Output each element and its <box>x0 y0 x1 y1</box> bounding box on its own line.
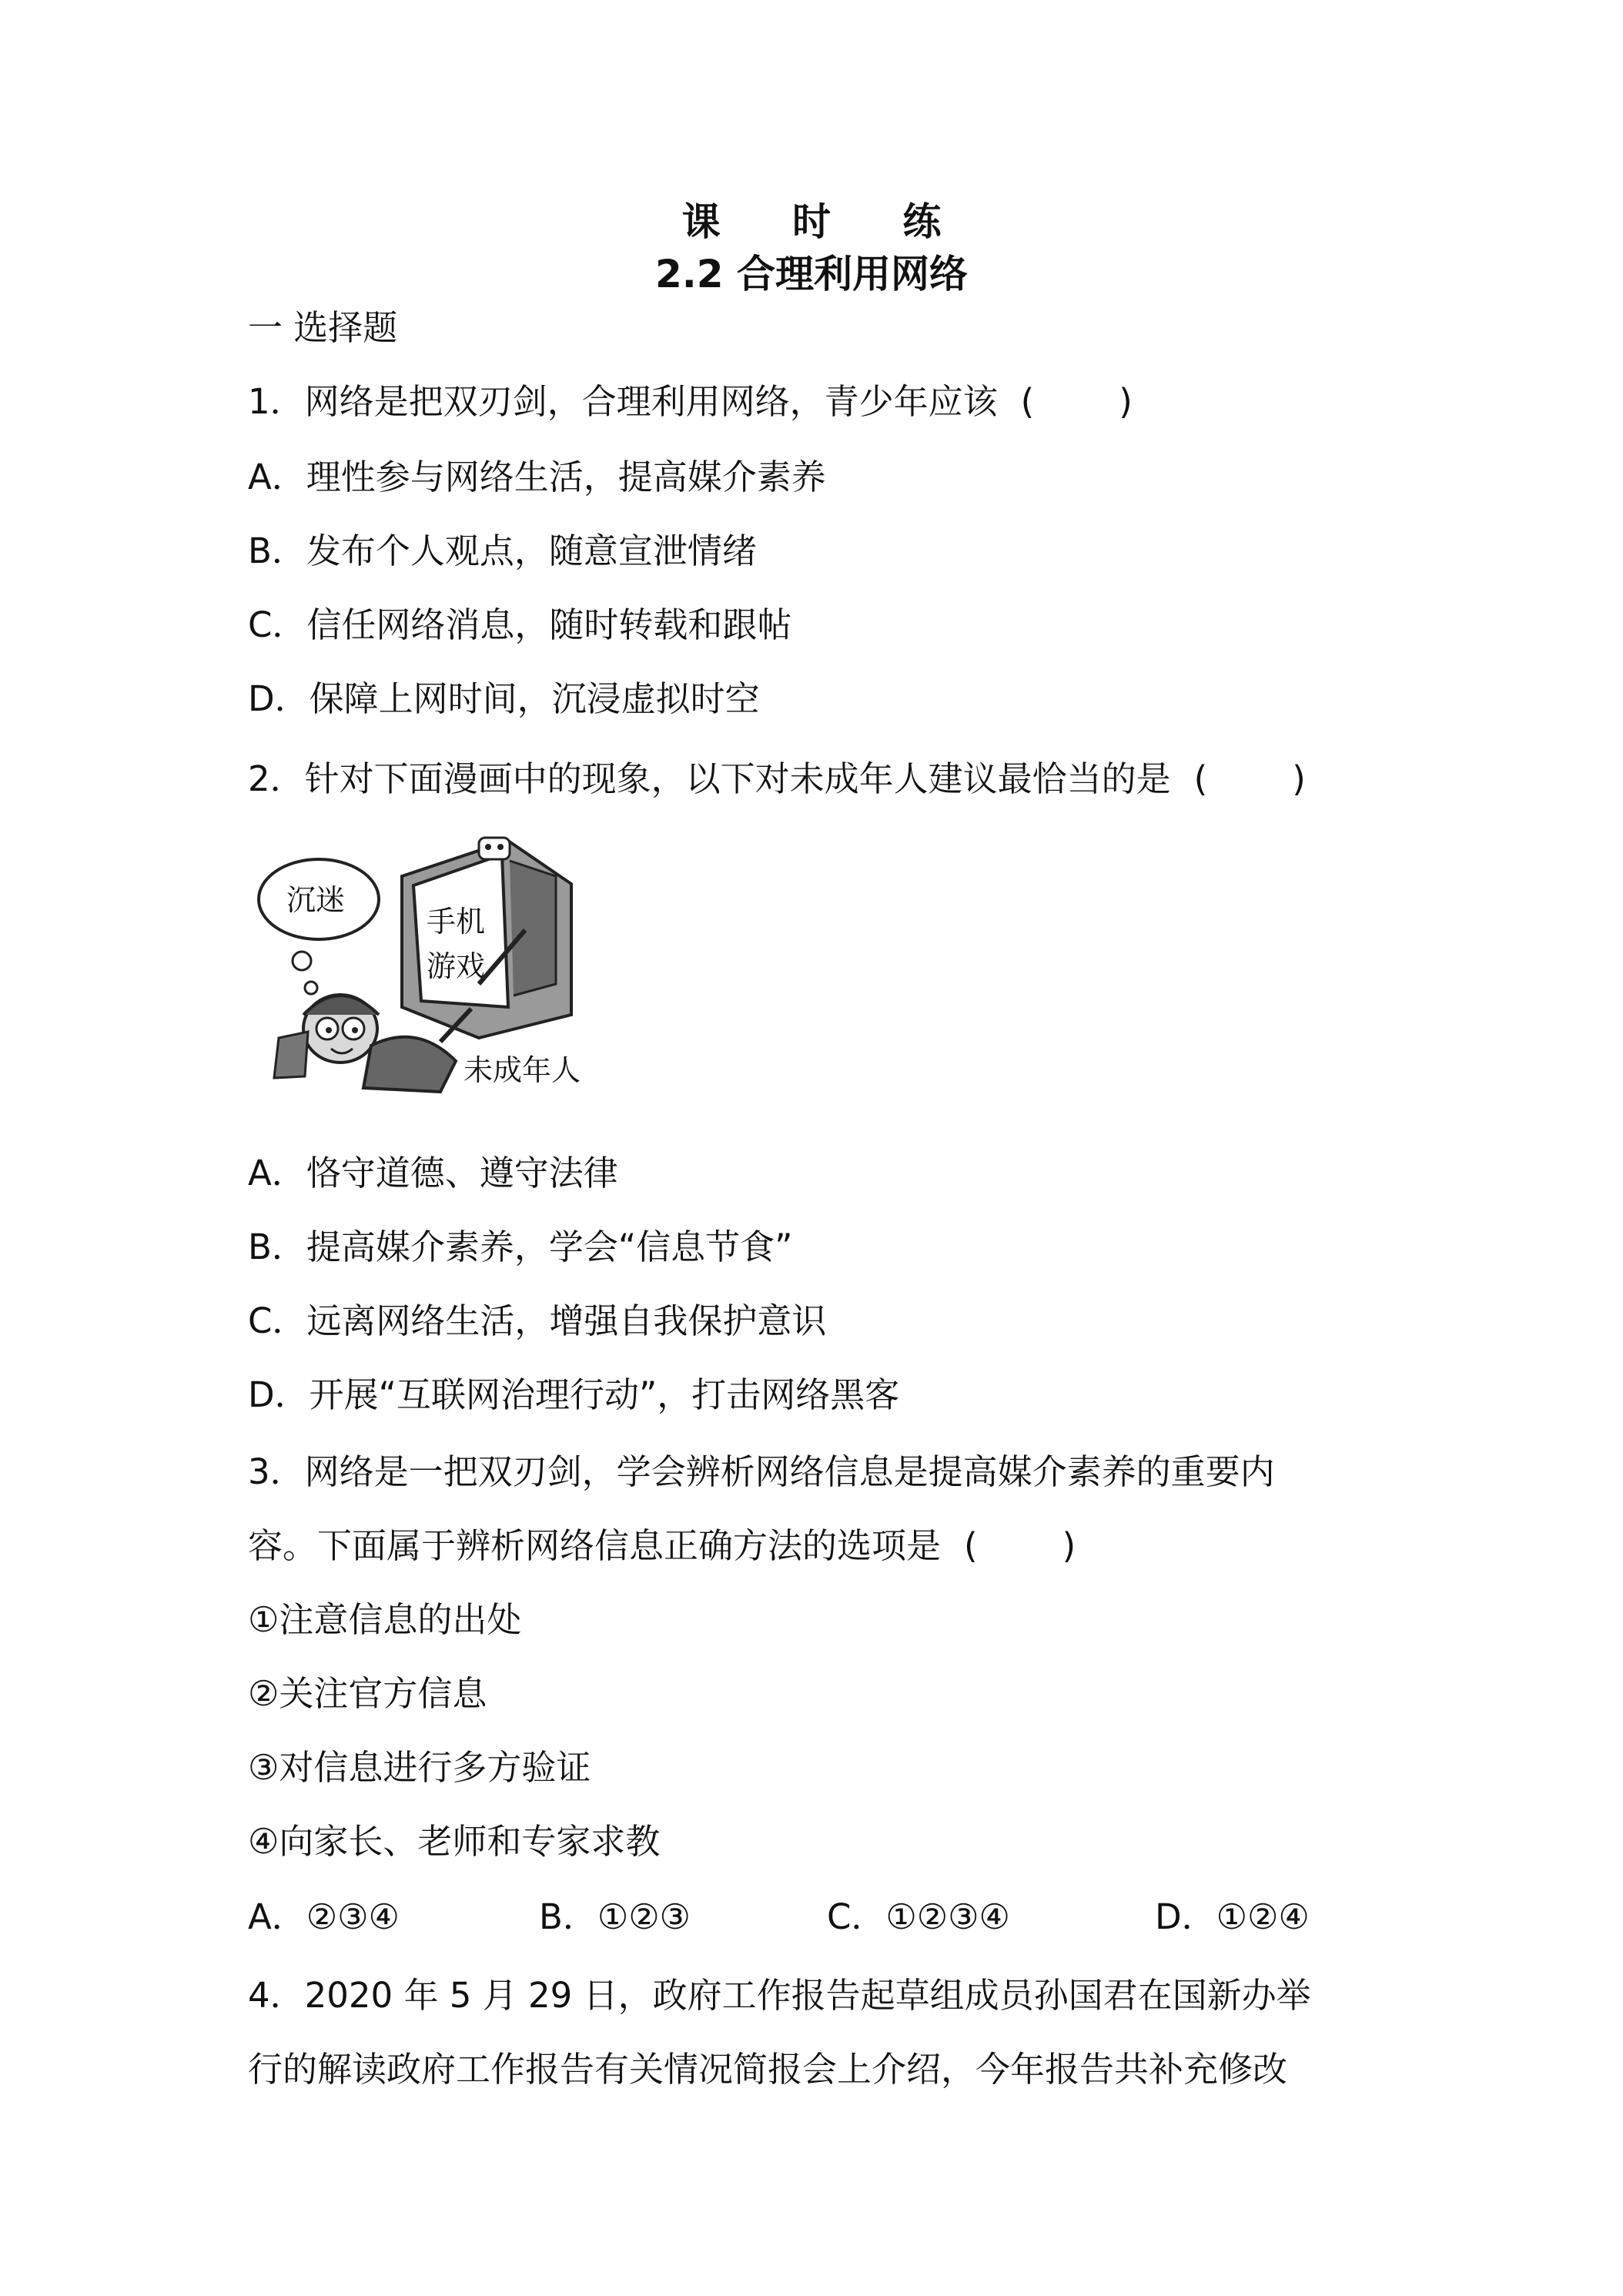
answer-blank-3: ( ) <box>964 1525 1076 1566</box>
answer-blank-2: ( ) <box>1193 758 1306 799</box>
question-3-item-2: ②关注官方信息 <box>248 1673 487 1714</box>
question-1-option-a: A．理性参与网络生活，提高媒介素养 <box>248 457 826 497</box>
question-2-text: 2．针对下面漫画中的现象，以下对未成年人建议最恰当的是 <box>248 758 1171 799</box>
phone-character <box>402 838 571 1042</box>
question-3-item-4: ④向家长、老师和专家求教 <box>248 1821 661 1862</box>
answer-blank-1: ( ) <box>1020 381 1133 422</box>
question-3-option-a: A．②③④ <box>248 1896 400 1937</box>
question-2-option-d: D．开展“互联网治理行动”，打击网络黑客 <box>248 1374 900 1415</box>
question-4-stem-line-2: 行的解读政府工作报告有关情况简报会上介绍，今年报告共补充修改 <box>248 2049 1288 2090</box>
question-3-option-c: C．①②③④ <box>827 1896 1010 1937</box>
question-1-option-d: D．保障上网时间，沉浸虚拟时空 <box>248 678 760 719</box>
cartoon-illustration <box>248 830 648 1101</box>
phone-text-line-1: 手机 <box>427 905 486 939</box>
question-3-options <box>248 1896 1403 1939</box>
question-4-stem-line-1: 4．2020 年 5 月 29 日，政府工作报告起草组成员孙国君在国新办举 <box>248 1975 1311 2016</box>
question-3-item-1: ①注意信息的出处 <box>248 1599 522 1640</box>
question-1-option-b: B．发布个人观点，随意宣泄情绪 <box>248 530 757 571</box>
page-title: 课 时 练 <box>681 199 971 244</box>
thought-dot-2 <box>305 982 317 994</box>
question-3-option-d: D．①②④ <box>1155 1896 1310 1937</box>
question-2-option-a: A．恪守道德、遵守法律 <box>248 1153 618 1193</box>
thought-dot-1 <box>293 952 311 970</box>
question-3-option-b: B．①②③ <box>539 1896 691 1937</box>
question-3-stem-line-2 <box>248 1525 1076 1568</box>
section-heading: 一 选择题 <box>248 307 398 348</box>
question-2-option-c: C．远离网络生活，增强自我保护意识 <box>248 1300 827 1341</box>
bubble-text: 沉迷 <box>286 883 346 917</box>
question-3-item-3: ③对信息进行多方验证 <box>248 1747 591 1788</box>
cartoon-caption: 未成年人 <box>463 1053 581 1087</box>
question-2-stem <box>248 758 1306 801</box>
question-1-text: 1．网络是把双刃剑，合理利用网络，青少年应该 <box>248 381 998 422</box>
question-1-option-c: C．信任网络消息，随时转载和跟帖 <box>248 604 792 645</box>
question-2-option-b: B．提高媒介素养，学会“信息节食” <box>248 1227 793 1267</box>
question-3-stem-line-1: 3．网络是一把双刃剑，学会辨析网络信息是提高媒介素养的重要内 <box>248 1451 1275 1492</box>
phone-text-line-2: 游戏 <box>427 949 486 983</box>
page-subtitle: 2.2 合理利用网络 <box>655 252 968 296</box>
question-1-stem <box>248 380 1133 423</box>
question-3-text: 容。下面属于辨析网络信息正确方法的选项是 <box>248 1525 942 1566</box>
